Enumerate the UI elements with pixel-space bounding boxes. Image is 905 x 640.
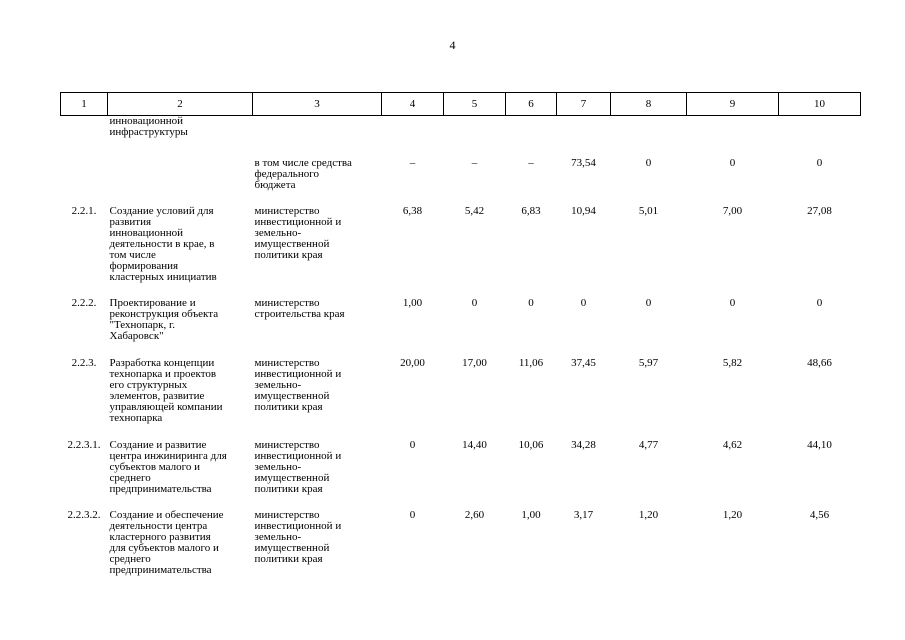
row-value: 20,00: [400, 356, 425, 369]
header-cell: 10: [779, 93, 861, 116]
row-value: 27,08: [807, 204, 832, 217]
row-value: 0: [645, 156, 652, 169]
row-value: 10,94: [571, 204, 596, 217]
row-executor: министерство инвестиционной и земельно- имущественной политики края: [254, 204, 342, 261]
page-number: 4: [449, 38, 456, 52]
table-row: [61, 358, 861, 440]
row-value: 14,40: [462, 438, 487, 451]
row-value: 34,28: [571, 438, 596, 451]
row-name: Проектирование и реконструкция объекта "Технопарк, г. Хабаровск": [109, 296, 219, 342]
row-value: 4,77: [638, 438, 659, 451]
row-value: 0: [409, 508, 416, 521]
row-value: 3,17: [573, 508, 594, 521]
row-name: инновационной инфраструктуры: [109, 115, 188, 138]
header-cell: 9: [687, 93, 779, 116]
row-code: 2.2.2.: [71, 296, 97, 309]
row-value: 2,60: [464, 508, 485, 521]
row-value: 44,10: [807, 438, 832, 451]
row-value: 0: [729, 156, 736, 169]
row-value: [557, 116, 611, 158]
table-row: [61, 440, 861, 510]
header-cell: 6: [506, 93, 557, 116]
row-value: [611, 116, 687, 158]
row-value: 1,20: [722, 508, 743, 521]
row-value: 7,00: [722, 204, 743, 217]
row-value: 0: [816, 296, 823, 309]
row-value: 6,38: [402, 204, 423, 217]
row-name: Создание и развитие центра инжиниринга для субъектов малого и среднего предпринимательства: [109, 438, 227, 495]
row-name: [108, 158, 253, 206]
row-value: 0: [471, 296, 478, 309]
row-code: [61, 158, 108, 206]
header-cell: 2: [108, 93, 253, 116]
row-executor: министерство инвестиционной и земельно- имущественной политики края: [254, 438, 342, 495]
row-value: –: [471, 156, 478, 169]
row-value: [382, 116, 444, 158]
row-value: 11,06: [518, 356, 544, 369]
row-value: 17,00: [462, 356, 487, 369]
header-cell: 5: [444, 93, 506, 116]
budget-table: [60, 92, 861, 590]
row-value: 0: [816, 156, 823, 169]
row-value: 0: [528, 296, 534, 309]
row-code: 2.2.3.1.: [67, 438, 101, 451]
row-executor: в том числе средства федерального бюджета: [254, 156, 352, 191]
row-value: 4,56: [809, 508, 830, 521]
row-value: 73,54: [571, 156, 596, 169]
table-body: [61, 116, 861, 590]
table-row: [61, 158, 861, 206]
row-value: [506, 116, 557, 158]
row-value: –: [528, 156, 534, 169]
row-value: –: [409, 156, 416, 169]
row-value: 37,45: [571, 356, 596, 369]
header-cell: 7: [557, 93, 611, 116]
row-value: 10,06: [518, 438, 544, 451]
row-name: Создание и обеспечение деятельности центра кластерного развития для субъектов малого и среднего предпринимательства: [109, 508, 224, 576]
row-value: 0: [580, 296, 587, 309]
table-row: [61, 298, 861, 358]
row-code: [61, 116, 108, 158]
row-value: [687, 116, 779, 158]
row-value: 0: [645, 296, 652, 309]
row-value: 5,42: [464, 204, 485, 217]
row-executor: министерство инвестиционной и земельно- имущественной политики края: [254, 356, 342, 413]
row-executor: министерство строительства края: [254, 296, 345, 320]
row-value: 5,82: [722, 356, 743, 369]
table-row: [61, 510, 861, 590]
header-cell: 8: [611, 93, 687, 116]
row-value: 5,01: [638, 204, 659, 217]
row-value: 1,00: [521, 508, 541, 521]
row-executor: [253, 116, 382, 158]
header-cell: 3: [253, 93, 382, 116]
row-value: 0: [409, 438, 416, 451]
table-row: [61, 206, 861, 298]
header-cell: 1: [61, 93, 108, 116]
row-code: 2.2.3.2.: [67, 508, 101, 521]
row-value: 4,62: [722, 438, 743, 451]
row-value: [444, 116, 506, 158]
row-value: 1,20: [638, 508, 659, 521]
row-value: 1,00: [402, 296, 423, 309]
table-row: [61, 116, 861, 158]
row-name: Разработка концепции технопарка и проектов его структурных элементов, развитие управляющей компании технопарка: [109, 356, 223, 424]
row-name: Создание условий для развития инновационной деятельности в крае, в том числе формирования кластерных инициатив: [109, 204, 217, 283]
row-value: [779, 116, 861, 158]
row-code: 2.2.1.: [71, 204, 97, 217]
header-cell: 4: [382, 93, 444, 116]
row-value: 0: [729, 296, 736, 309]
row-value: 5,97: [638, 356, 659, 369]
row-code: 2.2.3.: [71, 356, 97, 369]
row-executor: министерство инвестиционной и земельно- имущественной политики края: [254, 508, 342, 565]
row-value: 6,83: [521, 204, 541, 217]
header-row: [61, 93, 861, 116]
row-value: 48,66: [807, 356, 832, 369]
